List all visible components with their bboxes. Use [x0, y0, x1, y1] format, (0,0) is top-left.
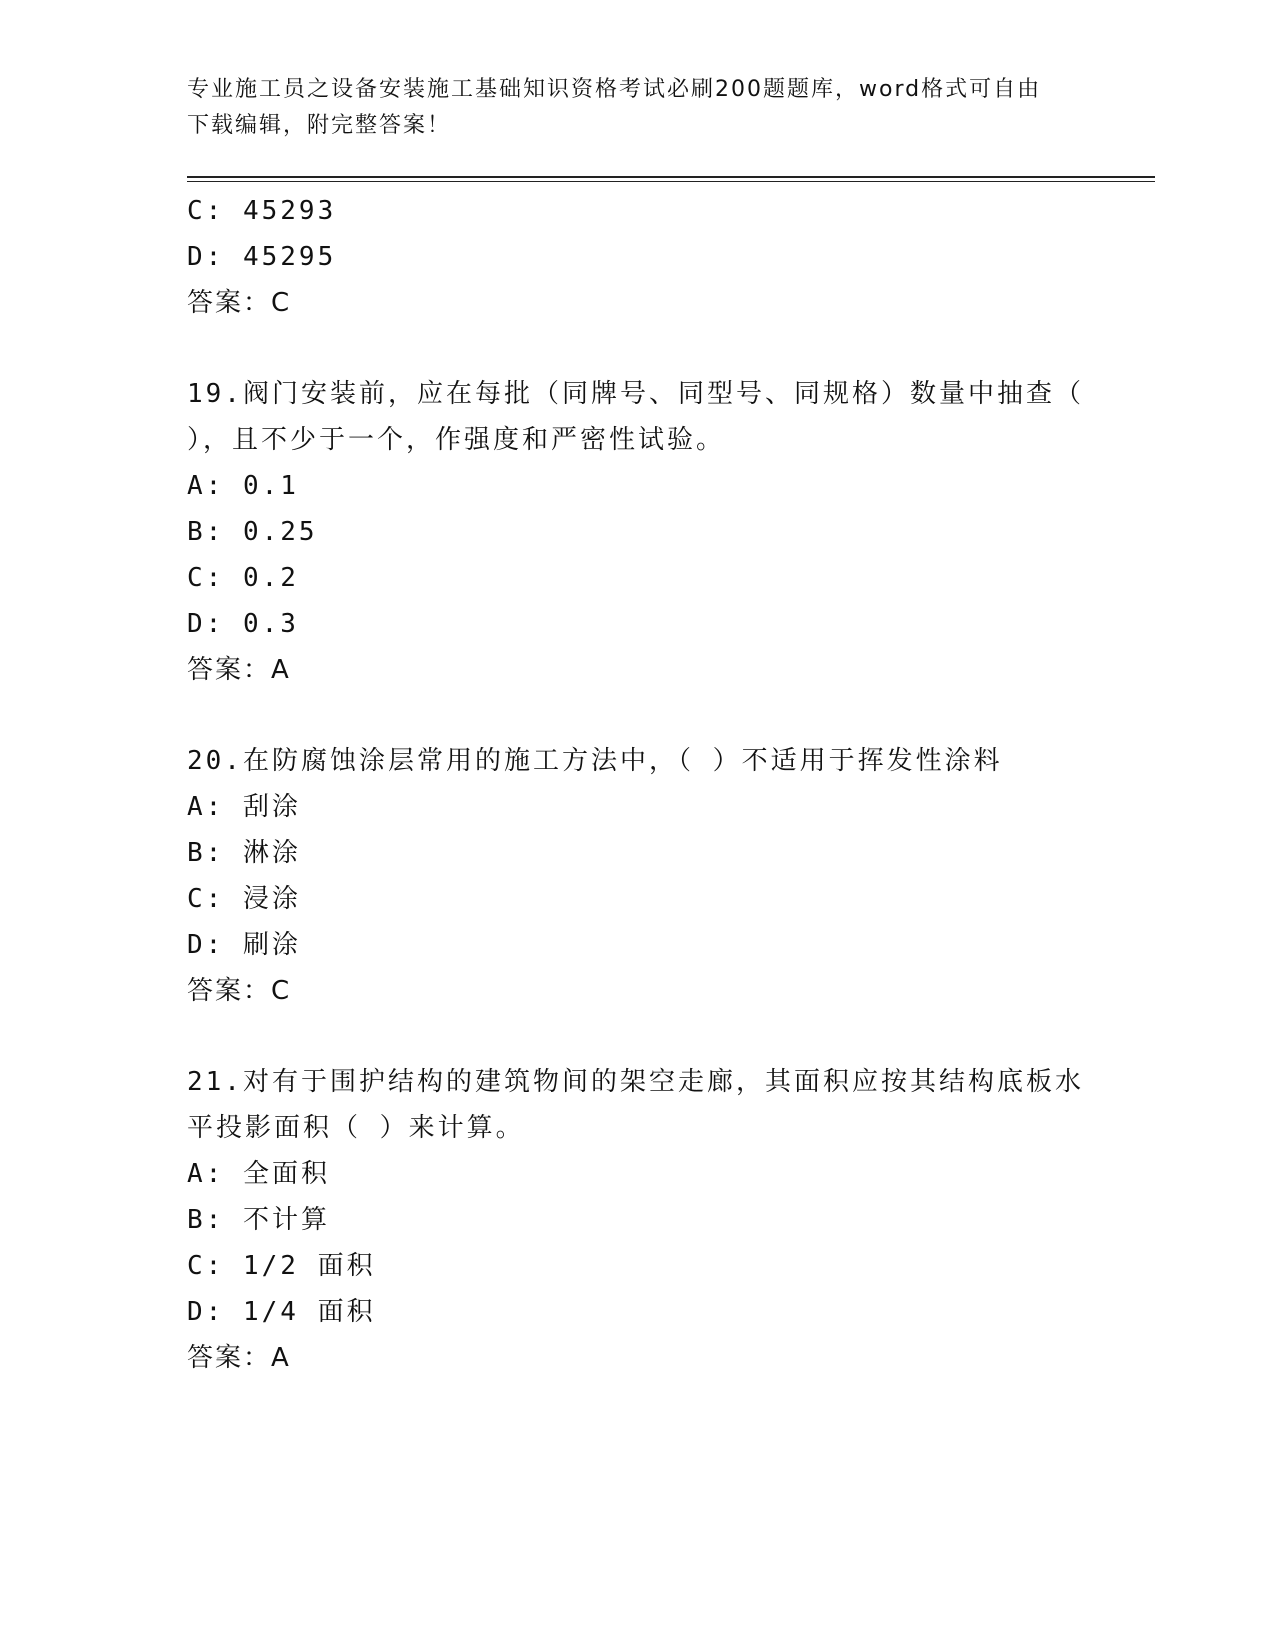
option-b: B: 0.25: [187, 517, 318, 547]
question-stem: [187, 371, 1084, 463]
header-divider-thick: [187, 176, 1155, 178]
header-title-line-2: 下载编辑，附完整答案！: [187, 113, 452, 138]
header-divider-thin: [187, 181, 1155, 182]
spacer: [187, 326, 1087, 371]
option-c: C: 45293: [187, 196, 337, 226]
option-a: A: 0.1: [187, 471, 299, 501]
option-b: B: 淋涂: [187, 838, 301, 868]
option-a: A: 刮涂: [187, 792, 301, 822]
option-c: C: 浸涂: [187, 884, 301, 914]
question-stem-line: ），且不少于一个，作强度和严密性试验。: [187, 425, 726, 455]
spacer: [187, 693, 1087, 738]
option-b: B: 不计算: [187, 1205, 330, 1235]
question-stem-line: 21.对有于围护结构的建筑物间的架空走廊，其面积应按其结构底板水: [187, 1067, 1084, 1097]
document-body: [187, 188, 1087, 1381]
question-18-tail: [187, 188, 1087, 326]
question-21: [187, 1059, 1087, 1381]
answer-line: 答案：C: [187, 976, 292, 1006]
option-c: C: 0.2: [187, 563, 299, 593]
option-d: D: 45295: [187, 242, 337, 272]
option-d: D: 刷涂: [187, 930, 301, 960]
question-stem-line: 19.阀门安装前，应在每批（同牌号、同型号、同规格）数量中抽查（: [187, 379, 1084, 409]
header-title-line-1: 专业施工员之设备安装施工基础知识资格考试必刷200题题库，word格式可自由: [187, 77, 1042, 102]
question-stem-line: 平投影面积（ ）来计算。: [187, 1113, 525, 1143]
answer-line: 答案：A: [187, 1343, 291, 1373]
spacer: [187, 1014, 1087, 1059]
question-stem: [187, 738, 1077, 784]
document-header: [187, 72, 1087, 144]
option-d: D: 0.3: [187, 609, 299, 639]
question-stem-line: 20.在防腐蚀涂层常用的施工方法中，（ ）不适用于挥发性涂料: [187, 746, 1003, 776]
question-stem: [187, 1059, 1084, 1151]
option-d: D: 1/4 面积: [187, 1297, 376, 1327]
answer-line: 答案：C: [187, 288, 292, 318]
question-19: [187, 371, 1087, 693]
option-c: C: 1/2 面积: [187, 1251, 376, 1281]
answer-line: 答案：A: [187, 655, 291, 685]
question-20: [187, 738, 1087, 1014]
option-a: A: 全面积: [187, 1159, 330, 1189]
